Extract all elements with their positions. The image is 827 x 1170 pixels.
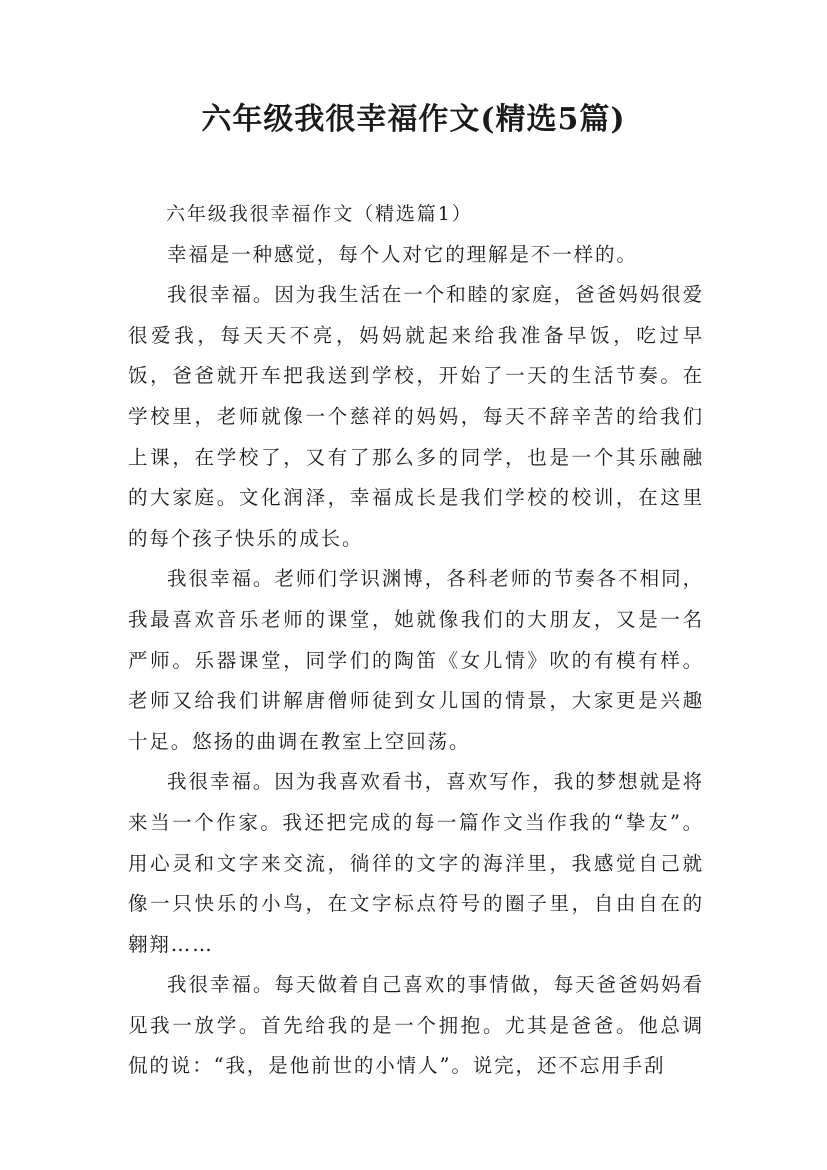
paragraph: 我很幸福。每天做着自己喜欢的事情做，每天爸爸妈妈看见我一放学。首先给我的是一个拥抱。尤其是爸爸。他总调侃的说：“我，是他前世的小情人”。说完，还不忘用手刮 (128, 973, 704, 1078)
document-body (128, 194, 704, 1087)
paragraph: 我很幸福。因为我生活在一个和睦的家庭，爸爸妈妈很爱很爱我，每天天不亮，妈妈就起来给我准备早饭，吃过早饭，爸爸就开车把我送到学校，开始了一天的生活节奏。在学校里，老师就像一个慈祥的妈妈，每天不辞辛苦的给我们上课，在学校了，又有了那么多的同学，也是一个其乐融融的大家庭。文化润泽，幸福成长是我们学校的校训，在这里的每个孩子快乐的成长。 (128, 283, 704, 550)
document-title: 六年级我很幸福作文(精选5篇) (201, 102, 626, 137)
paragraph: 我很幸福。老师们学识渊博，各科老师的节奏各不相同，我最喜欢音乐老师的课堂，她就像我们的大朋友，又是一名严师。乐器课堂，同学们的陶笛《女儿情》吹的有模有样。老师又给我们讲解唐僧师徒到女儿国的情景，大家更是兴趣十足。悠扬的曲调在教室上空回荡。 (128, 567, 704, 753)
paragraph: 我很幸福。因为我喜欢看书，喜欢写作，我的梦想就是将来当一个作家。我还把完成的每一篇作文当作我的“挚友”。用心灵和文字来交流，徜徉的文字的海洋里，我感觉自己就像一只快乐的小鸟，在文字标点符号的圈子里，自由自在的翱翔…… (128, 770, 704, 956)
paragraph: 幸福是一种感觉，每个人对它的理解是不一样的。 (167, 242, 638, 266)
section-heading: 六年级我很幸福作文（精选篇1） (166, 203, 473, 225)
